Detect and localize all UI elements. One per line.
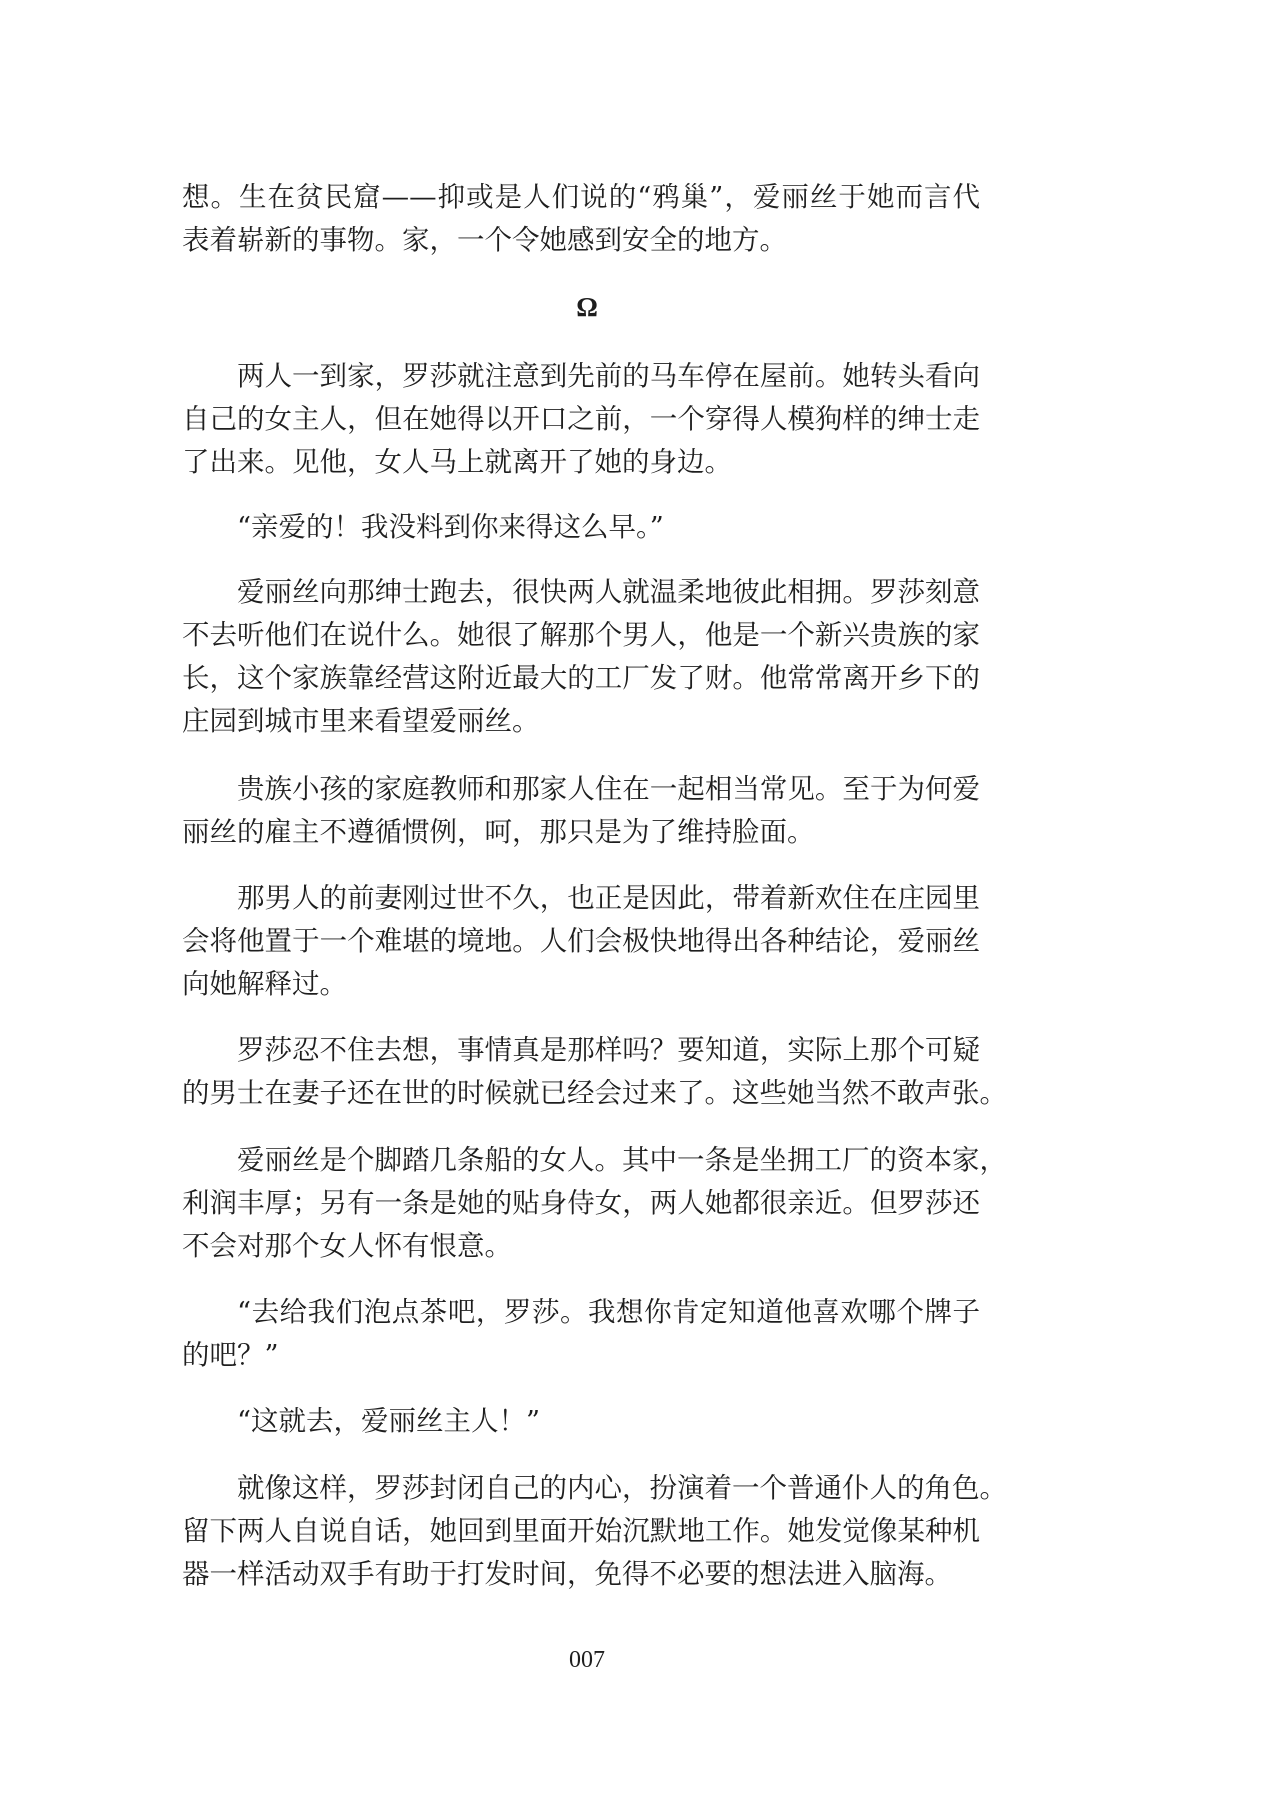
text-line: 表着崭新的事物。家，一个令她感到安全的地方。 <box>182 223 787 256</box>
text-line: 想。生在贫民窟——抑或是人们说的“鸦巢”，爱丽丝于她而言代 <box>182 180 980 213</box>
section-break-symbol: Ω <box>576 291 598 322</box>
text-line: 不会对那个女人怀有恨意。 <box>182 1229 512 1262</box>
text-line: 两人一到家，罗莎就注意到先前的马车停在屋前。她转头看向 <box>237 359 980 392</box>
paragraph <box>182 571 980 743</box>
text-line: 会将他置于一个难堪的境地。人们会极快地得出各种结论，爱丽丝 <box>182 924 980 957</box>
text-line: 了出来。见他，女人马上就离开了她的身边。 <box>182 445 732 478</box>
text-line: “亲爱的！我没料到你来得这么早。” <box>237 510 664 543</box>
text-line: 长，这个家族靠经营这附近最大的工厂发了财。他常常离开乡下的 <box>182 661 980 694</box>
text-line: 利润丰厚；另有一条是她的贴身侍女，两人她都很亲近。但罗莎还 <box>182 1186 980 1219</box>
paragraph <box>182 355 980 484</box>
opening-paragraph <box>182 176 980 262</box>
text-line: 器一样活动双手有助于打发时间，免得不必要的想法进入脑海。 <box>182 1557 952 1590</box>
text-line: 庄园到城市里来看望爱丽丝。 <box>182 704 540 737</box>
text-line: 丽丝的雇主不遵循惯例，呵，那只是为了维持脸面。 <box>182 815 815 848</box>
text-line: 的吧？” <box>182 1338 279 1371</box>
paragraph <box>182 1467 1007 1596</box>
paragraph <box>182 877 980 1006</box>
text-line: 留下两人自说自话，她回到里面开始沉默地工作。她发觉像某种机 <box>182 1514 980 1547</box>
text-line: 罗莎忍不住去想，事情真是那样吗？要知道，实际上那个可疑 <box>237 1033 980 1066</box>
paragraph <box>182 1029 1007 1115</box>
text-line: 不去听他们在说什么。她很了解那个男人，他是一个新兴贵族的家 <box>182 618 980 651</box>
paragraph <box>182 506 980 549</box>
text-line: 那男人的前妻刚过世不久，也正是因此，带着新欢住在庄园里 <box>237 881 980 914</box>
text-line: 向她解释过。 <box>182 967 347 1000</box>
text-line: “这就去，爱丽丝主人！” <box>237 1404 541 1437</box>
paragraph <box>182 768 980 854</box>
text-line: 就像这样，罗莎封闭自己的内心，扮演着一个普通仆人的角色。 <box>237 1471 1007 1504</box>
paragraph <box>182 1139 1007 1268</box>
text-line: 爱丽丝向那绅士跑去，很快两人就温柔地彼此相拥。罗莎刻意 <box>237 575 980 608</box>
page-number: 007 <box>569 1647 605 1673</box>
text-line: 贵族小孩的家庭教师和那家人住在一起相当常见。至于为何爱 <box>237 772 980 805</box>
text-line: 爱丽丝是个脚踏几条船的女人。其中一条是坐拥工厂的资本家， <box>237 1143 1007 1176</box>
text-line: 自己的女主人，但在她得以开口之前，一个穿得人模狗样的绅士走 <box>182 402 980 435</box>
paragraph <box>182 1400 980 1443</box>
text-line: 的男士在妻子还在世的时候就已经会过来了。这些她当然不敢声张。 <box>182 1076 1007 1109</box>
paragraph <box>182 1291 980 1377</box>
text-line: “去给我们泡点茶吧，罗莎。我想你肯定知道他喜欢哪个牌子 <box>237 1295 980 1328</box>
